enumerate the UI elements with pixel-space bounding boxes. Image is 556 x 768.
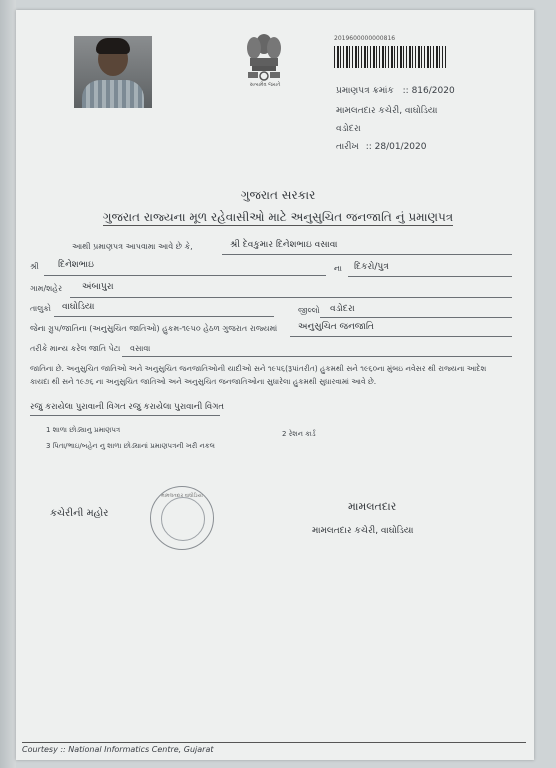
subcaste-line	[122, 356, 512, 357]
relation: દિકરો/પુત્ર	[354, 262, 389, 272]
taluka-label: તાલુકો	[30, 304, 51, 313]
intro-label: આથી પ્રમાણપત્ર આપવામા આવે છે કે,	[72, 242, 193, 251]
village-label: ગામ/શહેર	[30, 284, 63, 293]
evidence-item-3: 3 પિતા/ભાઇ/બહેન નુ શાળા છોડ્યાનાં પ્રમાણપત્રની ખરી નકલ	[46, 442, 215, 450]
issue-date-value: :: 28/01/2020	[365, 142, 427, 152]
taluka: વાઘોડિયા	[62, 302, 95, 312]
father-name: દિનેશભાઇ	[58, 260, 94, 270]
district-line	[320, 317, 512, 318]
person-name-line	[222, 254, 512, 255]
person-name: શ્રી દેવકુમાર દિનેશભાઇ વસાવા	[230, 240, 338, 250]
evidence-heading-underline	[30, 415, 220, 416]
certificate-number	[336, 86, 455, 96]
district: વડોદરા	[330, 304, 355, 314]
tribe-label: જેના ગ્રુપ/જાતિના (અનુસુચિત જાતિઓ) હુકમ-૧૯૫૦ હેઠળ ગુજરાત રાજ્યમાં	[30, 324, 278, 333]
mamlatdar-office: મામલતદાર કચેરી, વાઘોડિયા	[312, 526, 414, 536]
national-emblem-icon	[238, 26, 290, 88]
district-name: વડોદરા	[336, 124, 361, 134]
office-seal-label: કચેરીની મહોર	[50, 508, 109, 519]
relation-prefix: ના	[334, 264, 342, 273]
issue-date-label: તારીખ	[336, 142, 359, 152]
district-label: જીલ્લો	[298, 306, 320, 315]
mamlatdar-title: મામલતદાર	[348, 500, 397, 513]
footer-divider	[22, 742, 526, 743]
footer-courtesy: Courtesy :: National Informatics Centre, Gujarat	[22, 745, 214, 754]
certificate-number-value: :: 816/2020	[402, 86, 455, 96]
relation-line	[348, 276, 512, 277]
office-seal	[150, 486, 214, 550]
page-edge	[0, 0, 16, 768]
subcaste: વસાવા	[130, 344, 151, 353]
evidence-item-1: 1 શાળા છોડ્યાનુ પ્રમાણપત્ર	[46, 426, 121, 434]
legal-paragraph: જાતિના છે. અનુસુચિત જાતિઓ અને અનુસુચિત જનજાતિઓની યાદીઓ સને ૧૯૫૬(રૂપાંતરીત) હુકમથી સને ૧૯૬૦ના મુંબઇ નવેસર થી રાજ્યના આદેશ કાયદા થી સને ૧૯૭૬ ના અનુસુચિત જાતિઓ અને અનુસુચિત જનજાતિઓના સુધારેલા હુકમથી સુધારવામાં આવે છે.	[30, 364, 487, 386]
tribe-line	[290, 336, 512, 337]
taluka-line	[54, 316, 274, 317]
applicant-photo	[74, 36, 152, 108]
evidence-heading: રજુ કરાયેલા પુરાવાની વિગત રજુ કરાયેલા પુરાવાની વિગત	[30, 402, 225, 412]
village-line	[70, 297, 512, 298]
father-name-line	[44, 275, 326, 276]
seal-text: મામલતદાર વાઘોડિયા	[161, 493, 203, 499]
certificate-title-text: ગુજરાત રાજ્યના મૂળ રહેવાસીઓ માટે અનુસુચિત જનજાતિ નું પ્રમાણપત્ર	[102, 210, 454, 224]
issue-date	[336, 142, 427, 152]
certificate-number-label: પ્રમાણપત્ર ક્રમાંક	[336, 86, 394, 96]
barcode-number: 2019600000000816	[334, 35, 396, 42]
barcode	[334, 46, 446, 68]
emblem-caption: સત્યમેવ જયતે	[249, 82, 281, 88]
certificate-title-main	[0, 210, 556, 225]
certificate-title-government: ગુજરાત સરકાર	[240, 188, 316, 202]
village: અંબાપુરા	[82, 282, 114, 292]
evidence-item-2: 2 રેશન કાર્ડ	[282, 430, 316, 438]
office-name: મામલતદાર કચેરી, વાઘોડિયા	[336, 106, 438, 116]
tribe: અનુસુચિત જનજાતિ	[298, 322, 374, 332]
shri-label: શ્રી	[30, 262, 39, 271]
subcaste-label: તરીકે માન્ય કરેલ જાતિ પેટા	[30, 344, 121, 353]
